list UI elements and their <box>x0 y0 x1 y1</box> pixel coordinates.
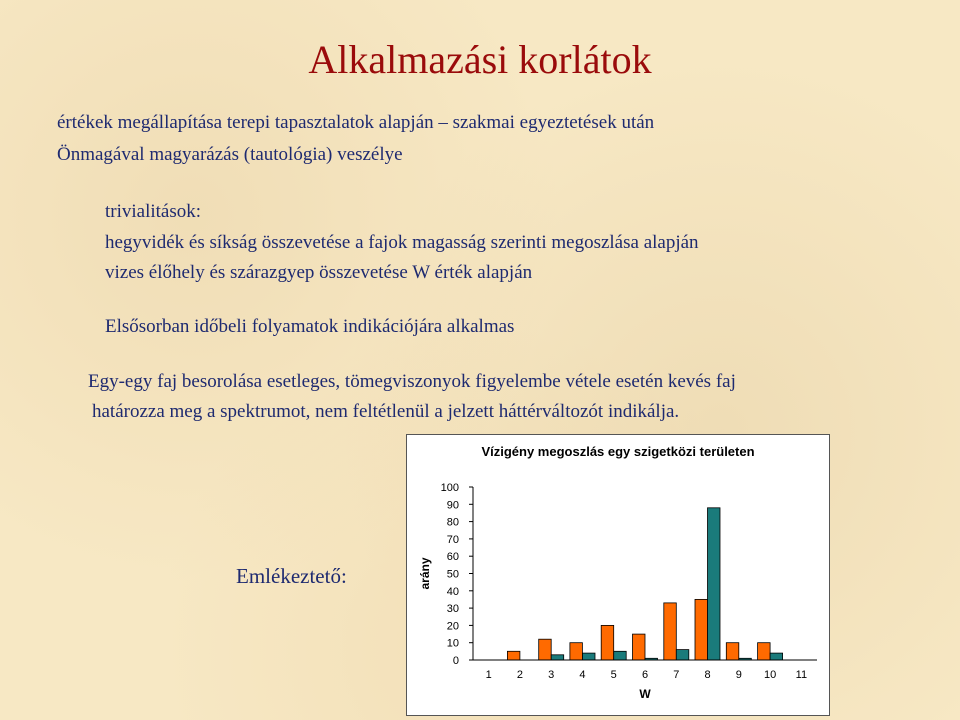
paragraph-line-1: Egy-egy faj besorolása esetleges, tömegviszonyok figyelembe vétele esetén kevés faj <box>88 371 736 392</box>
y-tick-label: 90 <box>446 499 459 512</box>
y-tick-label: 70 <box>446 533 459 546</box>
x-tick-label: 11 <box>795 669 808 681</box>
chart-title: Vízigény megoszlás egy szigetközi területen <box>481 444 755 459</box>
x-tick-label: 6 <box>641 669 649 681</box>
x-tick-label: 7 <box>673 669 680 681</box>
text-line-temporal: Elsősorban időbeli folyamatok indikációjára alkalmas <box>105 316 515 337</box>
trivia-item-1: hegyvidék és síkság összevetése a fajok magasság szerinti megoszlása alapján <box>105 232 699 253</box>
trivia-heading: trivialitások: <box>105 201 202 222</box>
bar-series-2-10 <box>770 653 783 660</box>
x-tick-label: 3 <box>548 669 555 681</box>
bar-series-1-10 <box>758 643 771 660</box>
y-tick-label: 60 <box>446 551 459 564</box>
text-line-values: értékek megállapítása terepi tapasztalatok alapján – szakmai egyeztetések után <box>57 112 655 133</box>
y-tick-label: 30 <box>446 603 459 616</box>
reminder-label: Emlékeztető: <box>236 564 347 588</box>
bar-series-1-9 <box>726 643 739 660</box>
x-tick-label: 5 <box>610 669 617 681</box>
trivia-item-2: vizes élőhely és szárazgyep összevetése W érték alapján <box>105 262 533 283</box>
y-tick-label: 10 <box>446 637 459 650</box>
bar-series-1-3 <box>539 639 552 660</box>
chart-container <box>406 434 830 716</box>
y-axis-label: arány <box>418 557 432 590</box>
y-tick-label: 100 <box>440 482 459 494</box>
y-tick-label: 40 <box>446 585 459 598</box>
x-tick-label: 10 <box>763 669 777 681</box>
y-tick-label: 0 <box>452 655 459 667</box>
paragraph-line-2: határozza meg a spektrumot, nem feltétlenül a jelzett háttérváltozót indikálja. <box>92 401 680 422</box>
bar-series-1-6 <box>633 634 646 660</box>
bar-series-1-5 <box>601 625 614 660</box>
x-axis-label: W <box>639 687 651 701</box>
bar-series-2-8 <box>708 508 721 660</box>
bar-series-1-2 <box>507 651 520 660</box>
bar-series-2-3 <box>551 655 564 660</box>
water-demand-chart <box>407 435 829 715</box>
x-tick-label: 1 <box>485 669 492 681</box>
y-tick-label: 80 <box>446 516 459 529</box>
bar-series-2-7 <box>676 650 689 660</box>
x-tick-label: 9 <box>735 669 742 681</box>
y-tick-label: 20 <box>446 620 459 633</box>
bar-series-2-4 <box>583 653 596 660</box>
bar-series-1-4 <box>570 643 583 660</box>
x-tick-label: 4 <box>579 669 586 681</box>
x-tick-label: 2 <box>516 669 523 681</box>
bar-series-1-7 <box>664 603 677 660</box>
y-tick-label: 50 <box>446 568 459 581</box>
bar-series-2-5 <box>614 651 627 660</box>
slide-title: Alkalmazási korlátok <box>308 37 652 82</box>
x-tick-label: 8 <box>704 669 711 681</box>
bar-series-1-8 <box>695 599 708 660</box>
text-line-tautology: Önmagával magyarázás (tautológia) veszélye <box>57 144 403 165</box>
